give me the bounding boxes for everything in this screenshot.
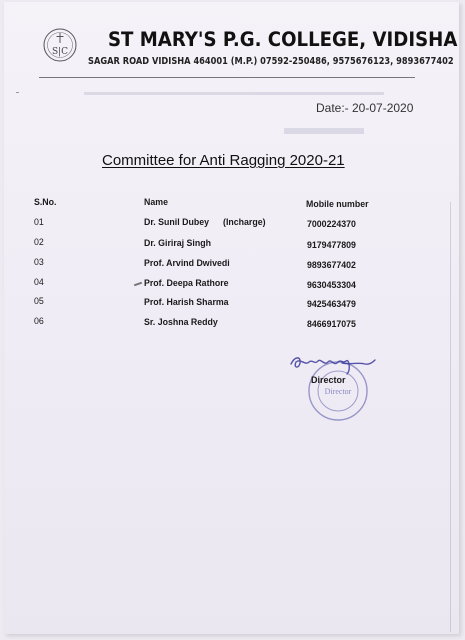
college-address: SAGAR ROAD VIDISHA 464001 (M.P.) 07592-250486, 9575676123, 9893677402: [88, 56, 454, 67]
row-sno: 02: [34, 237, 44, 247]
row-sno: 06: [34, 316, 44, 326]
member-name: Dr. Sunil Dubey: [144, 217, 210, 227]
logo-text: S|C: [51, 47, 69, 57]
row-sno: 04: [34, 277, 44, 287]
document-title: Committee for Anti Ragging 2020-21: [102, 152, 345, 169]
bleed-through-lines: [84, 88, 384, 148]
pencil-mark: [134, 282, 142, 287]
member-name: Prof. Harish Sharma: [144, 297, 229, 307]
member-name: Prof. Arvind Dwivedi: [144, 258, 230, 268]
column-header-sno: S.No.: [34, 197, 57, 207]
row-sno: 01: [34, 217, 44, 227]
member-name: Prof. Deepa Rathore: [144, 278, 229, 288]
document-date: Date:- 20-07-2020: [316, 101, 414, 115]
incharge-note: (Incharge): [223, 217, 266, 227]
member-mobile: 7000224370: [307, 219, 356, 229]
member-mobile: 9893677402: [307, 260, 356, 270]
row-sno: 03: [34, 257, 44, 267]
college-logo: [41, 26, 79, 64]
member-mobile: 8466917075: [307, 319, 356, 329]
member-mobile: 9630453304: [307, 280, 356, 290]
margin-mark: [16, 92, 19, 93]
row-sno: 05: [34, 296, 44, 306]
header-divider: [39, 77, 415, 78]
member-name: Dr. Giriraj Singh: [144, 238, 211, 248]
signatory-label: Director: [311, 375, 346, 385]
column-header-name: Name: [144, 197, 168, 207]
member-name: Sr. Joshna Reddy: [144, 317, 218, 327]
member-mobile: 9425463479: [307, 299, 356, 309]
column-header-mobile: Mobile number: [306, 199, 369, 209]
page-edge-shadow: [450, 202, 451, 632]
seal-text: Director: [324, 387, 352, 396]
document-page: [4, 2, 459, 634]
college-name: ST MARY'S P.G. COLLEGE, VIDISHA: [108, 28, 458, 51]
member-mobile: 9179477809: [307, 240, 356, 250]
table-row-name: [144, 217, 266, 227]
